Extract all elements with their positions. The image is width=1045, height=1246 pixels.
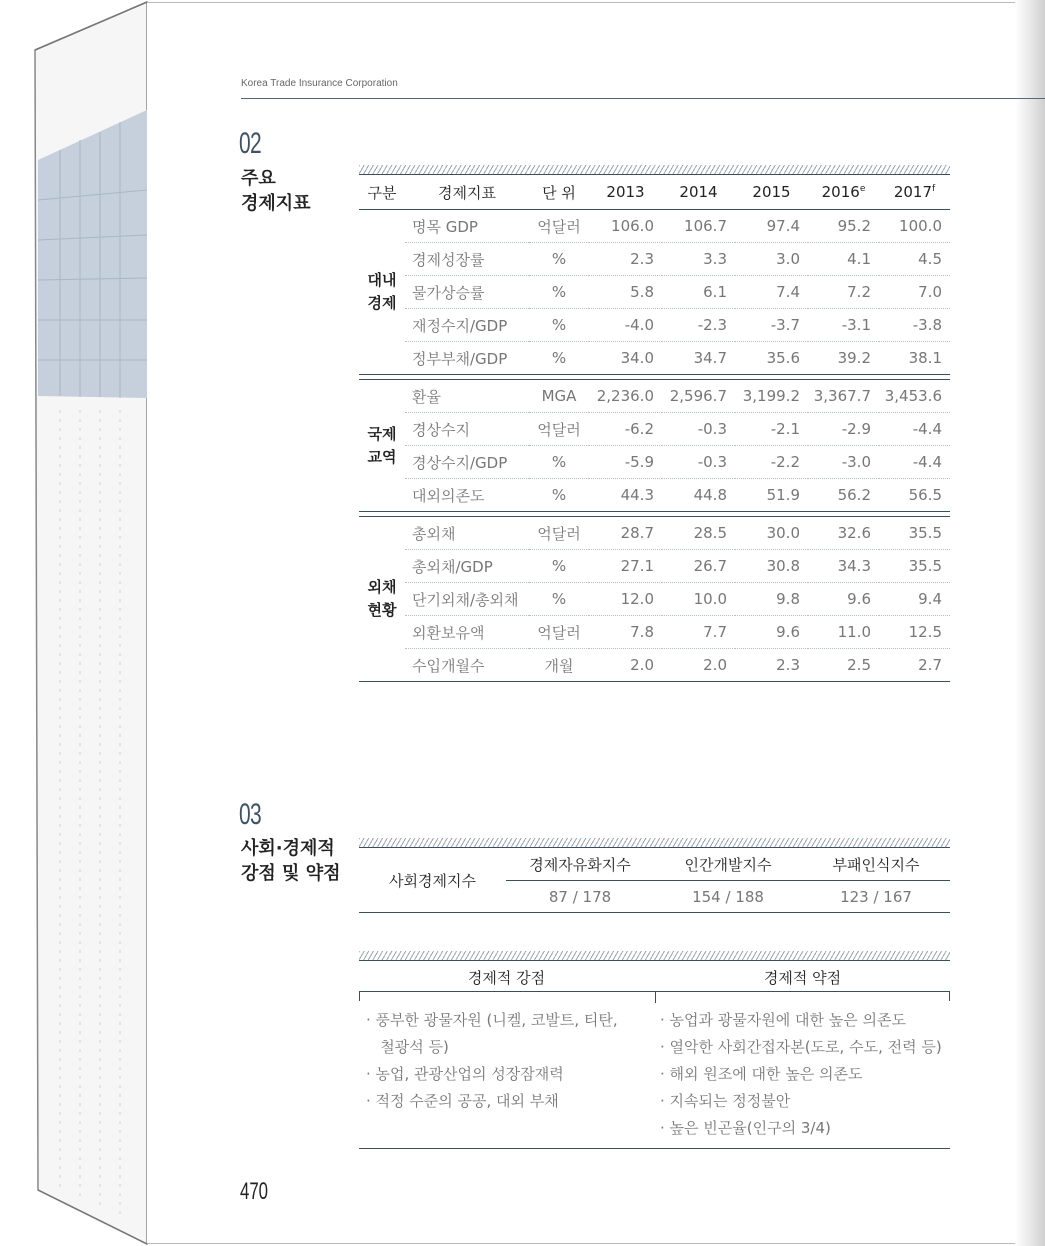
weaknesses-list — [660, 1007, 942, 1142]
weaknesses-title: 경제적 약점 — [763, 969, 842, 987]
value-cell: -4.4 — [879, 413, 950, 446]
value-cell: -2.9 — [808, 413, 879, 446]
value-cell: 6.1 — [662, 276, 735, 309]
unit-cell: % — [529, 550, 589, 583]
value-cell: 34.0 — [589, 342, 662, 375]
section-title-line: 주요 — [241, 168, 276, 189]
list-item: · 풍부한 광물자원 (니켈, 코발트, 티탄, — [366, 1011, 618, 1029]
value-cell: 2.0 — [662, 649, 735, 682]
value-cell: 39.2 — [808, 342, 879, 375]
value-cell: 2,596.7 — [662, 380, 735, 413]
index-value: 123 / 167 — [802, 881, 950, 913]
table-row — [359, 380, 950, 413]
table-row — [359, 583, 950, 616]
value-cell: -0.3 — [662, 413, 735, 446]
value-cell: -0.3 — [662, 446, 735, 479]
list-item: · 적정 수준의 공공, 대외 부채 — [366, 1092, 559, 1110]
hatch-rule — [359, 951, 950, 961]
value-cell: -3.8 — [879, 309, 950, 342]
table-row — [359, 309, 950, 342]
header-rule — [241, 98, 1045, 99]
value-cell: 44.8 — [662, 479, 735, 512]
value-cell: 44.3 — [589, 479, 662, 512]
section-title-line: 사회·경제적 — [241, 838, 335, 859]
value-cell: -3.0 — [808, 446, 879, 479]
index-value: 87 / 178 — [506, 881, 654, 913]
unit-cell: % — [529, 583, 589, 616]
value-cell: 9.6 — [808, 583, 879, 616]
unit-cell: % — [529, 243, 589, 276]
section-title — [241, 166, 311, 216]
group-label-line: 현황 — [367, 601, 397, 619]
value-cell: 95.2 — [808, 210, 879, 243]
unit-cell: % — [529, 446, 589, 479]
value-cell: 27.1 — [589, 550, 662, 583]
indicator-name: 물가상승률 — [405, 276, 529, 309]
value-cell: 30.8 — [735, 550, 808, 583]
bottom-rule — [359, 1148, 950, 1149]
value-cell: 26.7 — [662, 550, 735, 583]
value-cell: 106.0 — [589, 210, 662, 243]
group-label-line: 교역 — [367, 447, 397, 466]
value-cell: 12.5 — [879, 616, 950, 649]
value-cell: 3.0 — [735, 243, 808, 276]
running-header: Korea Trade Insurance Corporation — [241, 78, 398, 89]
indicator-name: 총외채 — [405, 517, 529, 550]
value-cell: 2,236.0 — [589, 380, 662, 413]
row-header: 사회경제지수 — [359, 848, 506, 913]
table-row — [359, 848, 950, 881]
estimate-mark: e — [859, 184, 866, 194]
indicator-name: 단기외채/총외채 — [405, 583, 529, 616]
list-item: · 열악한 사회간접자본(도로, 수도, 전력 등) — [660, 1038, 942, 1056]
section-title — [241, 836, 340, 886]
table-row — [359, 616, 950, 649]
group-label-line: 국제 — [367, 424, 397, 443]
value-cell: 2.3 — [735, 649, 808, 682]
table-row — [359, 210, 950, 243]
value-cell: 4.5 — [879, 243, 950, 276]
year-label: 2017 — [893, 183, 932, 201]
value-cell: 97.4 — [735, 210, 808, 243]
unit-cell: MGA — [529, 380, 589, 413]
value-cell: 9.4 — [879, 583, 950, 616]
value-cell: 3,453.6 — [879, 380, 950, 413]
value-cell: 2.3 — [589, 243, 662, 276]
unit-cell: % — [529, 309, 589, 342]
column-header: 2015 — [735, 175, 808, 210]
strengths-title: 경제적 강점 — [467, 969, 546, 987]
list-item: · 농업과 광물자원에 대한 높은 의존도 — [660, 1011, 906, 1029]
hatch-rule — [359, 838, 950, 848]
value-cell: -2.2 — [735, 446, 808, 479]
value-cell: 35.6 — [735, 342, 808, 375]
value-cell: 34.7 — [662, 342, 735, 375]
table-row — [359, 550, 950, 583]
group-label-line: 대내 — [367, 271, 397, 289]
divider-tick — [655, 991, 656, 1003]
column-header: 2013 — [589, 175, 662, 210]
value-cell: 28.7 — [589, 517, 662, 550]
unit-cell: 억달러 — [529, 413, 589, 446]
group-label — [359, 380, 405, 512]
value-cell: 7.2 — [808, 276, 879, 309]
strengths-list — [366, 1007, 618, 1115]
indicator-name: 대외의존도 — [405, 479, 529, 512]
column-header: 구분 — [359, 175, 405, 210]
value-cell: -6.2 — [589, 413, 662, 446]
unit-cell: 개월 — [529, 649, 589, 682]
year-label: 2016 — [821, 183, 860, 201]
section-number: 02 — [239, 127, 261, 160]
indicator-name: 외환보유액 — [405, 616, 529, 649]
value-cell: -4.4 — [879, 446, 950, 479]
unit-cell: 억달러 — [529, 616, 589, 649]
indicator-name: 환율 — [405, 380, 529, 413]
indicator-name: 총외채/GDP — [405, 550, 529, 583]
value-cell: 34.3 — [808, 550, 879, 583]
table-row — [359, 413, 950, 446]
value-cell: -2.1 — [735, 413, 808, 446]
indicator-name: 정부부채/GDP — [405, 342, 529, 375]
unit-cell: % — [529, 479, 589, 512]
table-row — [359, 342, 950, 375]
list-item: · 해외 원조에 대한 높은 의존도 — [660, 1065, 863, 1083]
value-cell: 51.9 — [735, 479, 808, 512]
value-cell: 28.5 — [662, 517, 735, 550]
value-cell: -3.7 — [735, 309, 808, 342]
table-row — [359, 649, 950, 682]
section-title-line: 강점 및 약점 — [241, 863, 341, 884]
column-header: 단 위 — [529, 175, 589, 210]
value-cell: 106.7 — [662, 210, 735, 243]
value-cell: 7.4 — [735, 276, 808, 309]
table-header-row — [359, 175, 950, 210]
value-cell: 11.0 — [808, 616, 879, 649]
value-cell: 4.1 — [808, 243, 879, 276]
value-cell: -5.9 — [589, 446, 662, 479]
list-item: · 높은 빈곤율(인구의 3/4) — [660, 1119, 831, 1137]
column-header: 부패인식지수 — [802, 848, 950, 881]
value-cell: 10.0 — [662, 583, 735, 616]
forecast-mark: f — [932, 184, 936, 194]
book-edge-illustration — [0, 0, 150, 1246]
unit-cell: % — [529, 276, 589, 309]
list-item: · 지속되는 정정불안 — [660, 1092, 791, 1110]
column-header — [808, 175, 879, 210]
value-cell: 56.2 — [808, 479, 879, 512]
indicator-name: 수입개월수 — [405, 649, 529, 682]
unit-cell: 억달러 — [529, 210, 589, 243]
value-cell: 2.5 — [808, 649, 879, 682]
table-row — [359, 243, 950, 276]
indicator-name: 경상수지/GDP — [405, 446, 529, 479]
unit-cell: 억달러 — [529, 517, 589, 550]
value-cell: 12.0 — [589, 583, 662, 616]
value-cell: 7.7 — [662, 616, 735, 649]
value-cell: -4.0 — [589, 309, 662, 342]
value-cell: 9.6 — [735, 616, 808, 649]
list-item: · 농업, 관광산업의 성장잠재력 — [366, 1065, 564, 1083]
value-cell: 5.8 — [589, 276, 662, 309]
value-cell: 7.0 — [879, 276, 950, 309]
indicator-name: 명목 GDP — [405, 210, 529, 243]
table-row — [359, 479, 950, 512]
table-row — [359, 446, 950, 479]
value-cell: 7.8 — [589, 616, 662, 649]
group-label-line: 외채 — [367, 578, 397, 596]
group-label-line: 경제 — [367, 294, 397, 312]
table-row — [359, 276, 950, 309]
group-label — [359, 517, 405, 682]
hatch-rule — [359, 165, 950, 175]
value-cell: 35.5 — [879, 517, 950, 550]
column-header: 경제자유화지수 — [506, 848, 654, 881]
page-number: 470 — [240, 1178, 269, 1205]
indicator-name: 경상수지 — [405, 413, 529, 446]
indicator-name: 재정수지/GDP — [405, 309, 529, 342]
value-cell: 30.0 — [735, 517, 808, 550]
indicator-name: 경제성장률 — [405, 243, 529, 276]
strengths-weaknesses-header — [359, 963, 950, 992]
unit-cell: % — [529, 342, 589, 375]
value-cell: 35.5 — [879, 550, 950, 583]
value-cell: 3,199.2 — [735, 380, 808, 413]
value-cell: 56.5 — [879, 479, 950, 512]
value-cell: 3,367.7 — [808, 380, 879, 413]
table-row — [359, 517, 950, 550]
group-label — [359, 210, 405, 375]
value-cell: -3.1 — [808, 309, 879, 342]
section-number: 03 — [239, 798, 261, 831]
value-cell: 3.3 — [662, 243, 735, 276]
value-cell: 100.0 — [879, 210, 950, 243]
column-header: 인간개발지수 — [654, 848, 802, 881]
index-value: 154 / 188 — [654, 881, 802, 913]
list-item: 철광석 등) — [366, 1038, 449, 1056]
column-header: 경제지표 — [405, 175, 529, 210]
divider-tick — [359, 991, 360, 1001]
value-cell: -2.3 — [662, 309, 735, 342]
column-header: 2014 — [662, 175, 735, 210]
value-cell: 2.0 — [589, 649, 662, 682]
value-cell: 38.1 — [879, 342, 950, 375]
value-cell: 2.7 — [879, 649, 950, 682]
value-cell: 32.6 — [808, 517, 879, 550]
divider-tick — [949, 991, 950, 1001]
page-edge-shadow — [1015, 0, 1045, 1246]
column-header — [879, 175, 950, 210]
economic-indicators-table — [359, 175, 950, 682]
section-title-line: 경제지표 — [241, 193, 311, 214]
value-cell: 9.8 — [735, 583, 808, 616]
social-economic-index-table — [359, 848, 950, 913]
